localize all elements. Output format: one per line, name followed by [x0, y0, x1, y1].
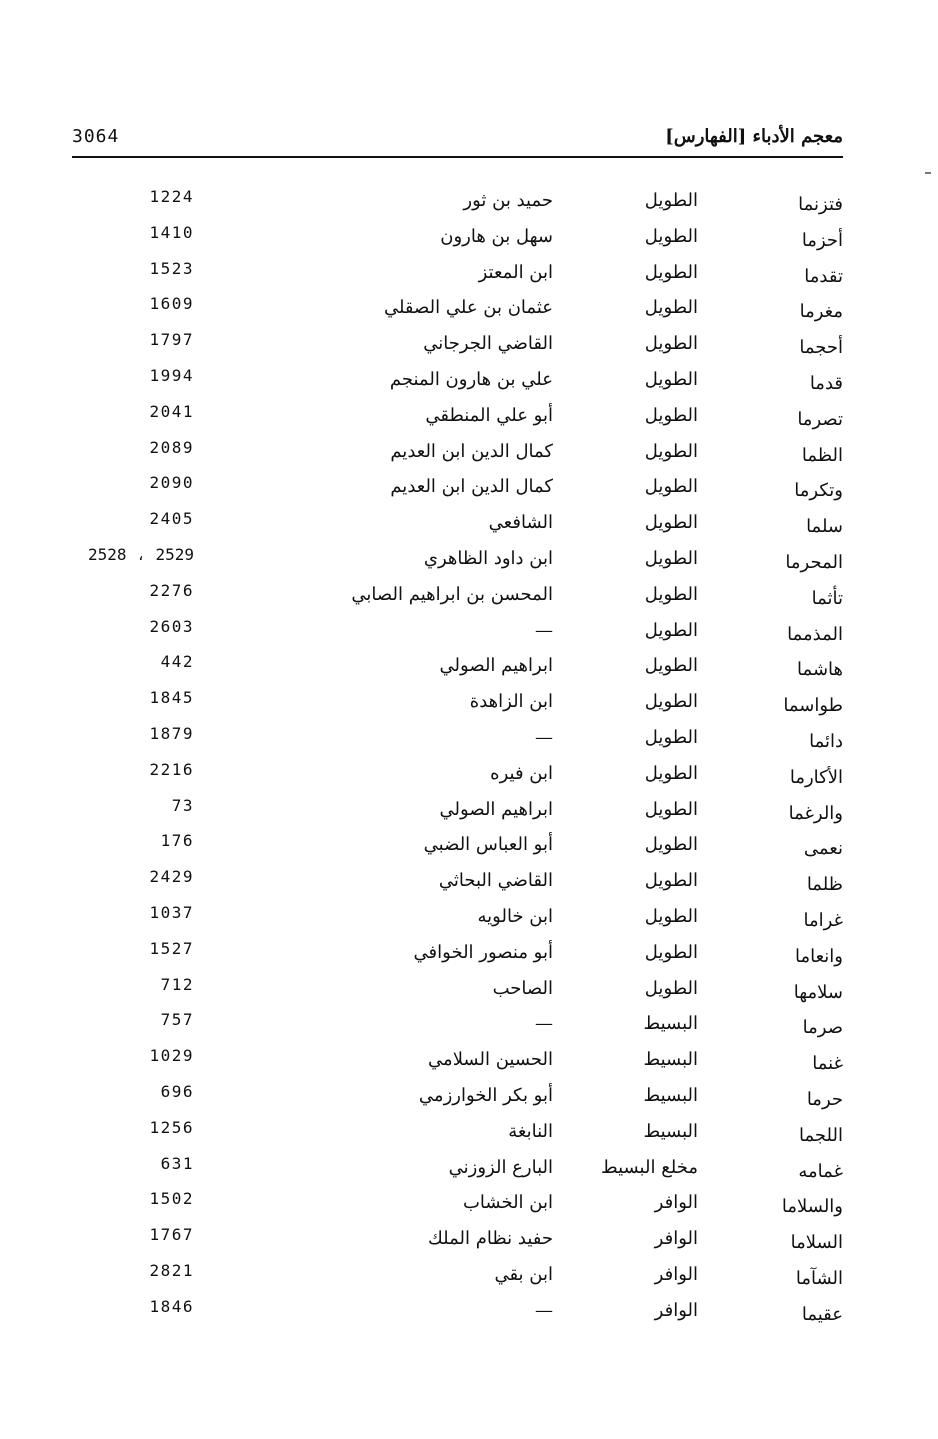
table-row: [0, 218, 938, 254]
page-ref-cell: 696: [160, 1081, 194, 1101]
table-row: [0, 361, 938, 397]
poet-cell: —: [535, 1013, 553, 1035]
meter-cell: الطويل: [644, 870, 698, 892]
meter-cell: الطويل: [644, 798, 698, 820]
rhyme-cell: والسلاما: [781, 1196, 843, 1218]
table-row: [0, 791, 938, 827]
rhyme-cell: أحزما: [801, 229, 843, 251]
page-ref-cell: 1410: [149, 222, 194, 242]
table-row: [0, 755, 938, 791]
rhyme-cell: هاشما: [797, 659, 843, 681]
meter-cell: الطويل: [644, 261, 698, 283]
meter-cell: الطويل: [644, 762, 698, 784]
table-row: [0, 826, 938, 862]
poet-cell: ابن فيره: [490, 762, 553, 784]
page-ref-cell: 1029: [149, 1046, 194, 1066]
poet-cell: الصاحب: [492, 977, 553, 999]
table-row: [0, 934, 938, 970]
table-row: [0, 647, 938, 683]
poet-cell: ابراهيم الصولي: [439, 798, 553, 820]
rhyme-cell: تقدما: [804, 265, 843, 287]
meter-cell: الطويل: [644, 726, 698, 748]
page-number: 3064: [72, 126, 120, 147]
poet-cell: القاضي البحاثي: [438, 870, 553, 892]
poet-cell: الحسين السلامي: [428, 1049, 553, 1071]
rhyme-cell: الأكارما: [789, 766, 843, 788]
page-ref-cell: 1994: [149, 365, 194, 385]
poet-cell: —: [535, 619, 553, 641]
meter-cell: الوافر: [654, 1192, 698, 1214]
table-row: [0, 898, 938, 934]
page-ref-cell: 2821: [149, 1260, 194, 1280]
rhyme-cell: غراما: [803, 909, 843, 931]
meter-cell: الطويل: [644, 619, 698, 641]
rhyme-cell: ظلما: [806, 874, 843, 896]
page-header: [72, 126, 843, 158]
table-row: [0, 862, 938, 898]
table-row: [0, 1005, 938, 1041]
table-row: [0, 504, 938, 540]
rhyme-cell: نعمى: [803, 838, 843, 860]
table-row: [0, 468, 938, 504]
page-ref-cell: 712: [160, 974, 194, 994]
poet-cell: المحسن بن ابراهيم الصابي: [351, 583, 553, 605]
poet-cell: الشافعي: [488, 512, 553, 534]
rhyme-cell: تصرما: [797, 408, 843, 430]
rhyme-cell: مغرما: [799, 301, 843, 323]
stray-mark: [925, 172, 931, 174]
rhyme-cell: أحجما: [799, 337, 843, 359]
meter-cell: الطويل: [644, 368, 698, 390]
table-row: [0, 1220, 938, 1256]
rhyme-cell: اللجما: [799, 1124, 843, 1146]
poet-cell: كمال الدين ابن العديم: [390, 440, 553, 462]
table-row: [0, 719, 938, 755]
rhyme-cell: سلامها: [793, 981, 843, 1003]
page-ref-cell: 1846: [149, 1296, 194, 1316]
page-ref-cell: 2429: [149, 867, 194, 887]
poet-cell: ابن المعتز: [478, 261, 553, 283]
rhyme-cell: وتكرما: [794, 480, 843, 502]
page-ref-cell: 176: [160, 831, 194, 851]
rhyme-cell: وانعاما: [795, 945, 843, 967]
table-row: [0, 1149, 938, 1185]
table-row: [0, 576, 938, 612]
meter-cell: الطويل: [644, 512, 698, 534]
page-ref-cell: 1256: [149, 1117, 194, 1137]
rhyme-cell: غنما: [812, 1053, 843, 1075]
meter-cell: البسيط: [643, 1049, 698, 1071]
table-row: [0, 325, 938, 361]
meter-cell: الطويل: [644, 225, 698, 247]
meter-cell: الطويل: [644, 941, 698, 963]
page-ref-cell: 757: [160, 1010, 194, 1030]
page-ref-cell: 1224: [149, 187, 194, 206]
index-table: [0, 182, 938, 1328]
page-ref-cell: 1037: [149, 902, 194, 922]
poet-cell: ابن داود الظاهري: [423, 547, 553, 569]
rhyme-cell: والرغما: [788, 802, 843, 824]
page-ref-cell: 1879: [149, 723, 194, 743]
meter-cell: الوافر: [654, 1299, 698, 1321]
meter-cell: البسيط: [643, 1120, 698, 1142]
poet-cell: أبو العباس الضبي: [423, 834, 553, 856]
poet-cell: حفيد نظام الملك: [428, 1228, 553, 1250]
poet-cell: عثمان بن علي الصقلي: [383, 297, 553, 319]
page-ref-cell: 631: [160, 1153, 194, 1173]
rhyme-cell: غمامه: [798, 1160, 843, 1182]
poet-cell: ابن بقي: [494, 1263, 553, 1285]
page-ref-cell: 1527: [149, 938, 194, 958]
poet-cell: ابراهيم الصولي: [439, 655, 553, 677]
meter-cell: الطويل: [644, 404, 698, 426]
poet-cell: —: [535, 726, 553, 748]
page-ref-cell: 2041: [149, 401, 194, 421]
meter-cell: مخلع البسيط: [600, 1156, 698, 1178]
meter-cell: الوافر: [654, 1228, 698, 1250]
table-row: [0, 1113, 938, 1149]
meter-cell: الطويل: [644, 977, 698, 999]
table-row: [0, 1292, 938, 1328]
table-row: [0, 289, 938, 325]
rhyme-cell: فتزنما: [798, 194, 843, 215]
poet-cell: ابن الخشاب: [462, 1192, 553, 1214]
table-row: [0, 1184, 938, 1220]
poet-cell: سهل بن هارون: [440, 225, 553, 247]
rhyme-cell: الشآما: [795, 1267, 843, 1289]
table-row: [0, 397, 938, 433]
poet-cell: علي بن هارون المنجم: [389, 368, 553, 390]
rhyme-cell: قدما: [809, 372, 843, 394]
page-ref-cell: 2216: [149, 759, 194, 779]
rhyme-cell: المذمما: [787, 623, 843, 645]
table-row: [0, 1077, 938, 1113]
meter-cell: البسيط: [643, 1013, 698, 1035]
rhyme-cell: عقيما: [801, 1303, 843, 1325]
page-ref-cell: 2089: [149, 437, 194, 457]
rhyme-cell: تأثما: [811, 587, 843, 609]
page-ref-cell: 1502: [149, 1189, 194, 1209]
page-ref-cell: 2528 ، 2529: [88, 544, 194, 564]
meter-cell: الطويل: [644, 691, 698, 713]
poet-cell: أبو بكر الخوارزمي: [418, 1084, 553, 1106]
poet-cell: ابن خالويه: [477, 905, 553, 927]
poet-cell: القاضي الجرجاني: [423, 333, 553, 355]
page-ref-cell: 442: [160, 652, 194, 672]
poet-cell: —: [535, 1299, 553, 1321]
page-ref-cell: 1523: [149, 258, 194, 278]
page-ref-cell: 1609: [149, 294, 194, 314]
page-ref-cell: 73: [171, 795, 194, 815]
page-ref-cell: 2276: [149, 580, 194, 600]
page-ref-cell: 2603: [149, 616, 194, 636]
meter-cell: الطويل: [644, 440, 698, 462]
table-row: [0, 433, 938, 469]
page-ref-cell: 2405: [149, 509, 194, 529]
meter-cell: الطويل: [644, 905, 698, 927]
meter-cell: البسيط: [643, 1084, 698, 1106]
table-row: [0, 254, 938, 290]
table-row: [0, 182, 938, 218]
page-ref-cell: 1845: [149, 688, 194, 708]
table-row: [0, 683, 938, 719]
page-ref-cell: 1797: [149, 330, 194, 350]
meter-cell: الوافر: [654, 1263, 698, 1285]
rhyme-cell: سلما: [806, 516, 843, 538]
poet-cell: ابن الزاهدة: [469, 691, 553, 713]
rhyme-cell: السلاما: [790, 1232, 843, 1254]
page-ref-cell: 1767: [149, 1225, 194, 1245]
meter-cell: الطويل: [644, 655, 698, 677]
table-row: [0, 540, 938, 576]
meter-cell: الطويل: [644, 834, 698, 856]
rhyme-cell: صرما: [802, 1017, 843, 1039]
running-title: معجم الأدباء [الفهارس]: [665, 126, 843, 147]
poet-cell: أبو علي المنطقي: [425, 404, 553, 426]
meter-cell: الطويل: [644, 190, 698, 211]
poet-cell: النابغة: [508, 1120, 553, 1142]
rhyme-cell: دائما: [809, 730, 843, 752]
poet-cell: حميد بن ثور: [463, 190, 553, 211]
meter-cell: الطويل: [644, 297, 698, 319]
table-row: [0, 1256, 938, 1292]
poet-cell: البارع الزوزني: [448, 1156, 553, 1178]
poet-cell: أبو منصور الخوافي: [413, 941, 553, 963]
rhyme-cell: الظما: [801, 444, 843, 466]
table-row: [0, 1041, 938, 1077]
table-row: [0, 970, 938, 1006]
page-ref-cell: 2090: [149, 473, 194, 493]
meter-cell: الطويل: [644, 547, 698, 569]
meter-cell: الطويل: [644, 476, 698, 498]
table-row: [0, 612, 938, 648]
rhyme-cell: المحرما: [785, 551, 843, 573]
rhyme-cell: طواسما: [783, 695, 843, 717]
poet-cell: كمال الدين ابن العديم: [390, 476, 553, 498]
meter-cell: الطويل: [644, 583, 698, 605]
rhyme-cell: حرما: [806, 1088, 843, 1110]
meter-cell: الطويل: [644, 333, 698, 355]
